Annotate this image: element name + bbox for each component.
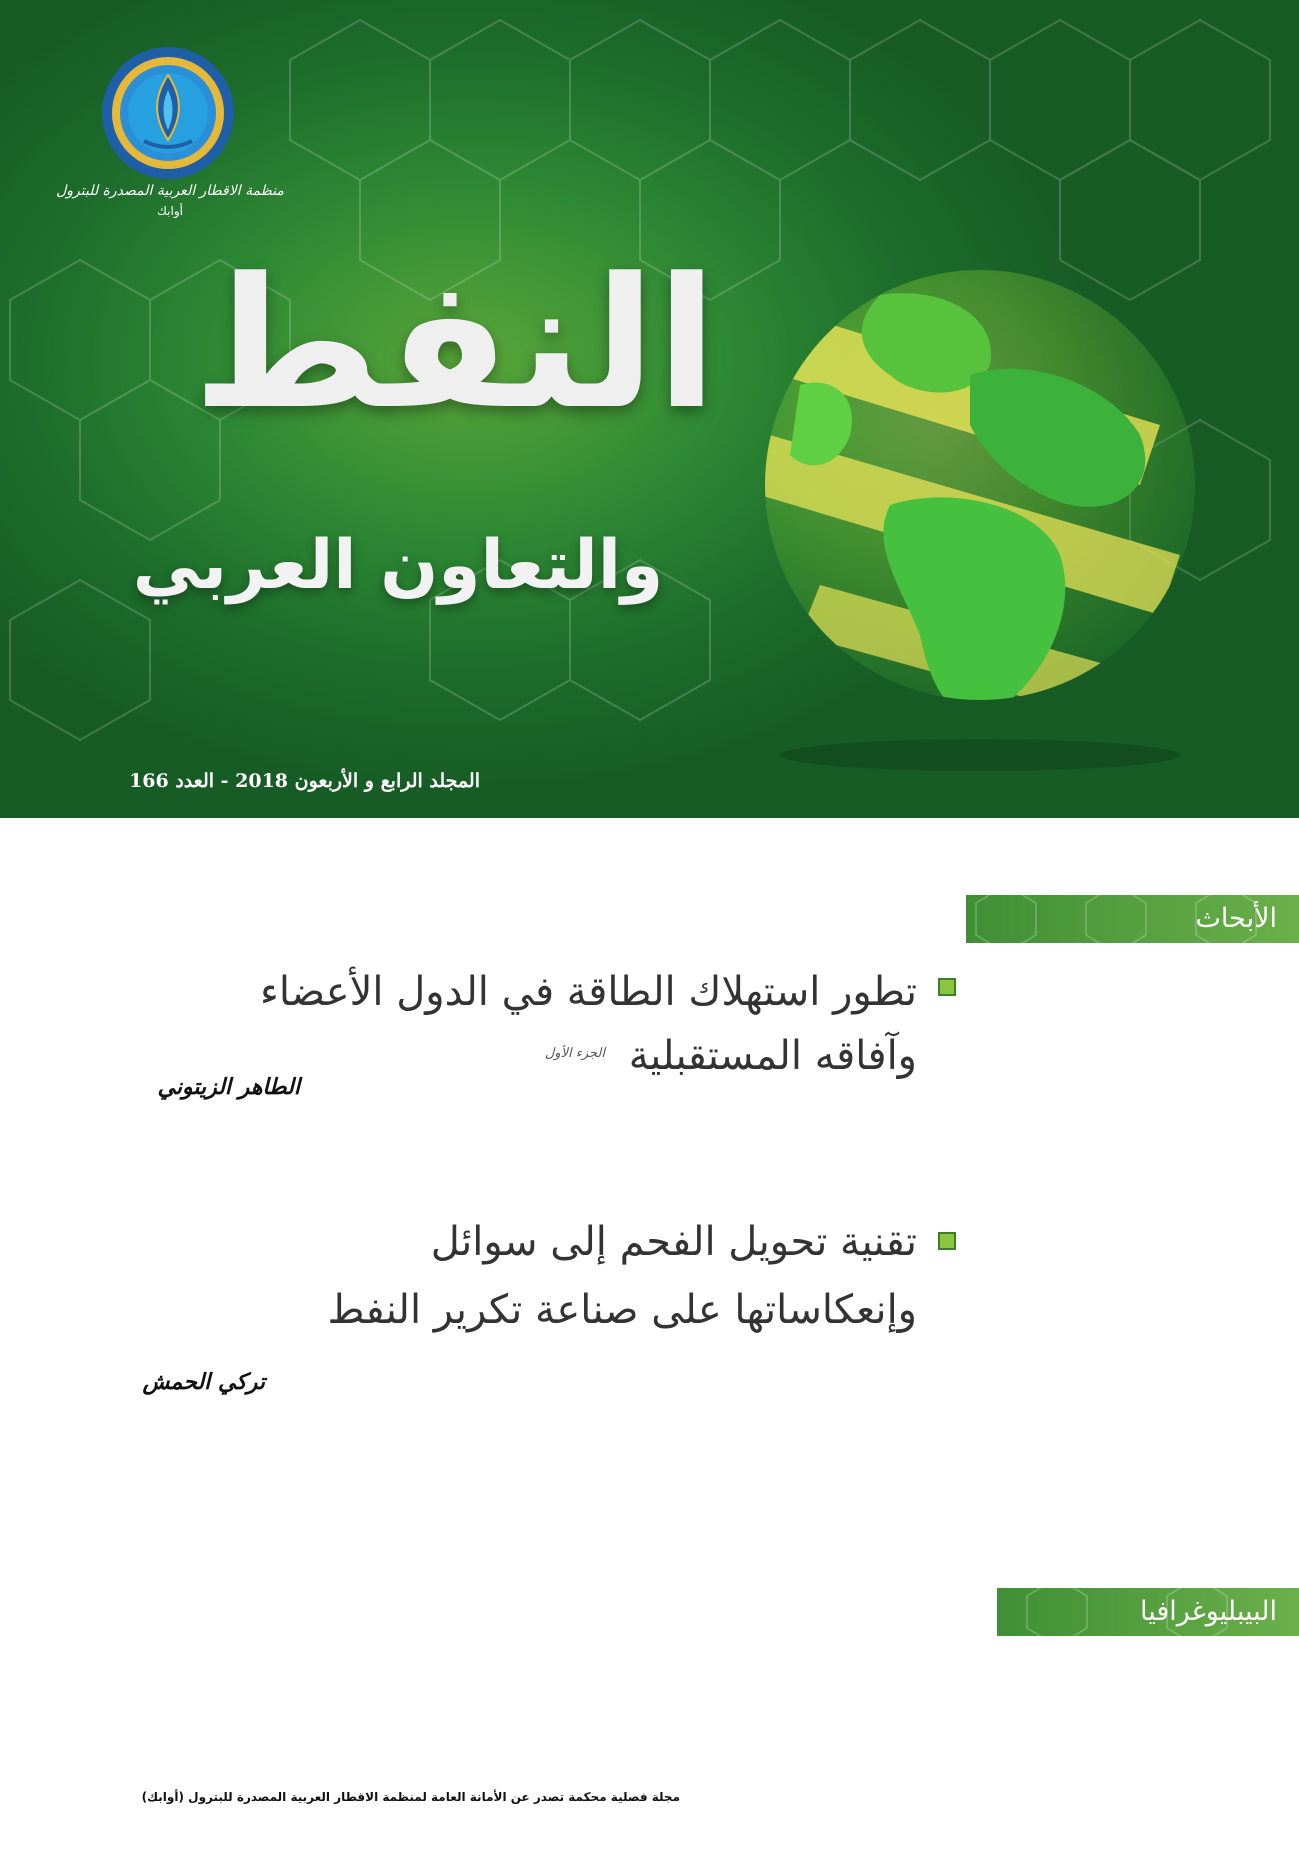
opec-arab-logo <box>100 45 236 181</box>
org-abbreviation: أوابك <box>157 204 183 218</box>
article-1-author: الطاهر الزيتوني <box>157 1075 300 1100</box>
issue-info: المجلد الرابع و الأربعون 2018 - العدد 166 <box>129 770 480 792</box>
magazine-subtitle: والتعاون العربي <box>132 526 664 605</box>
article-1-part-label: الجزء الأول <box>544 1046 605 1061</box>
footer-publisher-note: مجلة فصلية محكمة تصدر عن الأمانة العامة لمنظمة الاقطار العربية المصدرة للبترول (أوابك) <box>141 1790 680 1804</box>
article-2-title-line1: تقنية تحويل الفحم إلى سوائل <box>430 1219 917 1265</box>
article-2-title-line2: وإنعكاساتها على صناعة تكرير النفط <box>327 1287 917 1333</box>
magazine-title: النفط <box>192 240 718 449</box>
section-header-research <box>966 895 1299 943</box>
cover-banner <box>0 0 1299 818</box>
section-label: البيبليوغرافيا <box>1139 1596 1277 1627</box>
bullet-square-icon <box>938 978 956 996</box>
org-name: منظمة الاقطار العربية المصدرة للبترول <box>56 183 284 199</box>
article-1-title-line1: تطور استهلاك الطاقة في الدول الأعضاء <box>260 969 917 1015</box>
section-label: الأبحاث <box>1195 903 1277 934</box>
bullet-square-icon <box>938 1232 956 1250</box>
article-2-author: تركي الحمش <box>142 1370 265 1395</box>
article-1-title-line2: وآفاقه المستقبلية <box>628 1033 917 1079</box>
globe-image <box>740 255 1200 775</box>
section-header-bibliography <box>997 1588 1299 1636</box>
